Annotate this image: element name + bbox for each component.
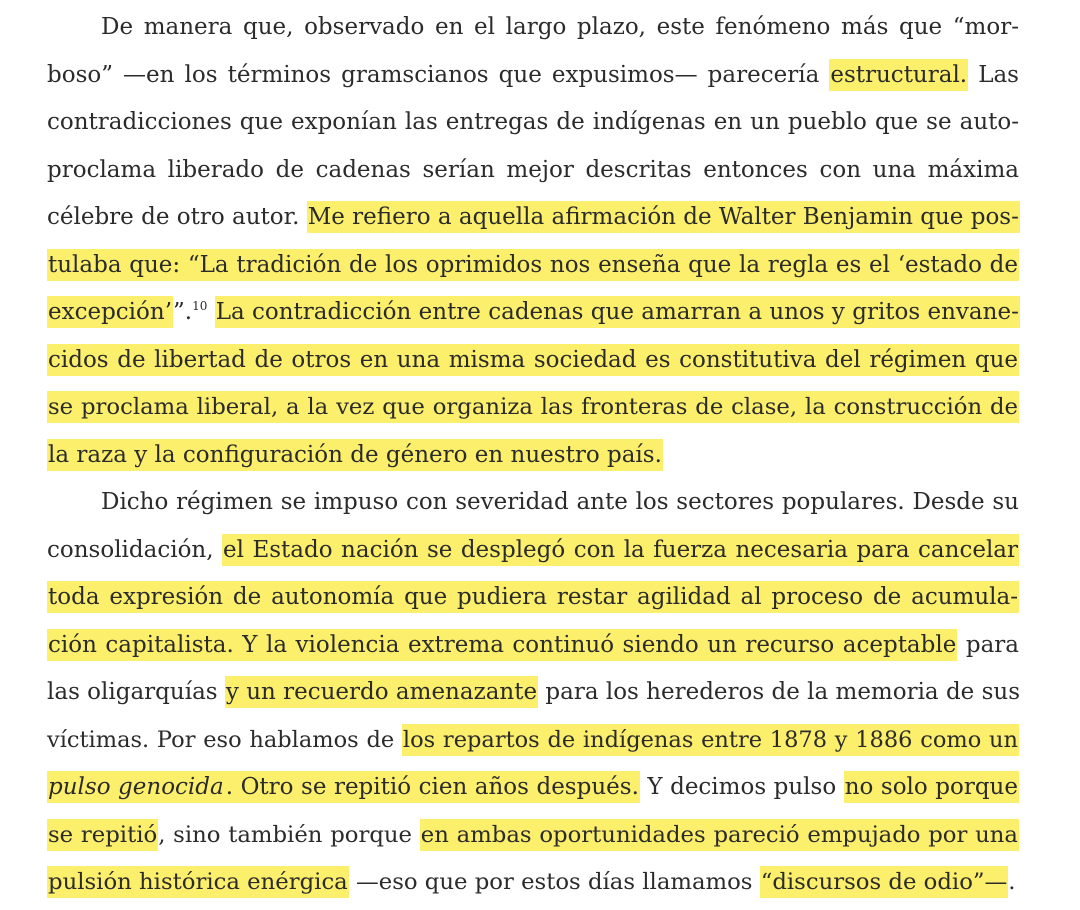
- text-line: [47, 812, 1019, 860]
- text-span: ”.: [173, 299, 193, 325]
- highlighted-text: la raza y la configuración de género en nuestro país.: [47, 439, 663, 471]
- text-span: [207, 299, 214, 325]
- text-line: [47, 764, 1019, 812]
- text-span: —eso que por estos días llamamos: [348, 869, 760, 895]
- highlighted-text: se proclama liberal, a la vez que organiza las fronteras de clase, la construcción de: [47, 391, 1019, 423]
- text-span: para los herederos de la memoria de sus: [538, 679, 1021, 705]
- text-span: De manera que, observado en el largo plazo, este fenómeno más que “mor-: [101, 14, 1019, 40]
- highlighted-text: tulaba que: “La tradición de los oprimidos nos enseña que la regla es el ‘estado de: [47, 249, 1019, 281]
- highlighted-text: los repartos de indígenas entre 1878 y 1886 como un: [402, 724, 1019, 756]
- highlighted-text: ción capitalista. Y la violencia extrema continuó siendo un recurso aceptable: [47, 629, 957, 661]
- document-body: [47, 4, 1019, 907]
- highlighted-text: . Otro se repitió cien años después.: [225, 771, 640, 803]
- text-line: [47, 99, 1019, 147]
- highlighted-text: excepción’: [47, 296, 173, 328]
- text-span: boso” —en los términos gramscianos que expusimos— parecería: [47, 61, 830, 88]
- text-line: [47, 4, 1019, 52]
- highlighted-text: “discursos de odio”—: [760, 866, 1009, 898]
- text-line: [47, 432, 1019, 480]
- highlighted-text: pulso genocida: [47, 771, 225, 803]
- highlighted-text: Me refiero a aquella afirmación de Walter Benjamin que pos-: [307, 201, 1020, 233]
- text-line: [47, 574, 1019, 622]
- text-line: [47, 52, 1019, 100]
- text-line: [47, 337, 1019, 385]
- text-line: [47, 147, 1019, 195]
- text-line: [47, 242, 1019, 290]
- paragraph-2: [47, 479, 1019, 907]
- text-span: proclama liberado de cadenas serían mejor descritas entonces con una máxima: [47, 156, 1019, 183]
- highlighted-text: y un recuerdo amenazante: [225, 676, 538, 708]
- text-span: Dicho régimen se impuso con severidad ante los sectores populares. Desde su: [101, 489, 1019, 515]
- text-span: las oligarquías: [47, 679, 225, 705]
- highlighted-text: en ambas oportunidades pareció empujado por una: [420, 819, 1019, 851]
- text-span: para: [957, 631, 1019, 658]
- text-span: Las: [968, 61, 1019, 88]
- highlighted-text: toda expresión de autonomía que pudiera restar agilidad al proceso de acumula-: [47, 581, 1019, 613]
- highlighted-text: se repitió: [47, 819, 158, 851]
- text-span: Y decimos pulso: [639, 774, 844, 800]
- highlighted-text: cidos de libertad de otros en una misma sociedad es constitutiva del régimen que: [47, 344, 1019, 376]
- text-line: [47, 717, 1019, 765]
- text-line: [47, 384, 1019, 432]
- text-line: [47, 622, 1019, 670]
- text-line: [47, 669, 1019, 717]
- text-line: [47, 194, 1019, 242]
- highlighted-text: no solo porque: [844, 771, 1019, 803]
- text-line: [47, 859, 1019, 907]
- highlighted-text: el Estado nación se desplegó con la fuerza necesaria para cancelar: [222, 534, 1019, 566]
- text-span: célebre de otro autor.: [47, 204, 307, 230]
- highlighted-text: pulsión histórica enérgica: [47, 866, 349, 898]
- highlighted-text: estructural.: [829, 59, 968, 91]
- text-line: [47, 479, 1019, 527]
- highlighted-text: La contradicción entre cadenas que amarran a unos y gritos envane-: [215, 296, 1020, 328]
- text-span: , sino también porque: [158, 821, 420, 848]
- text-span: contradicciones que exponían las entregas de indígenas en un pueblo que se auto-: [47, 109, 1019, 135]
- footnote-ref: 10: [192, 299, 208, 313]
- text-line: [47, 527, 1019, 575]
- text-line: [47, 289, 1019, 337]
- paragraph-1: [47, 4, 1019, 479]
- text-span: consolidación,: [47, 536, 223, 563]
- text-span: .: [1008, 869, 1016, 895]
- text-span: víctimas. Por eso hablamos de: [47, 726, 402, 753]
